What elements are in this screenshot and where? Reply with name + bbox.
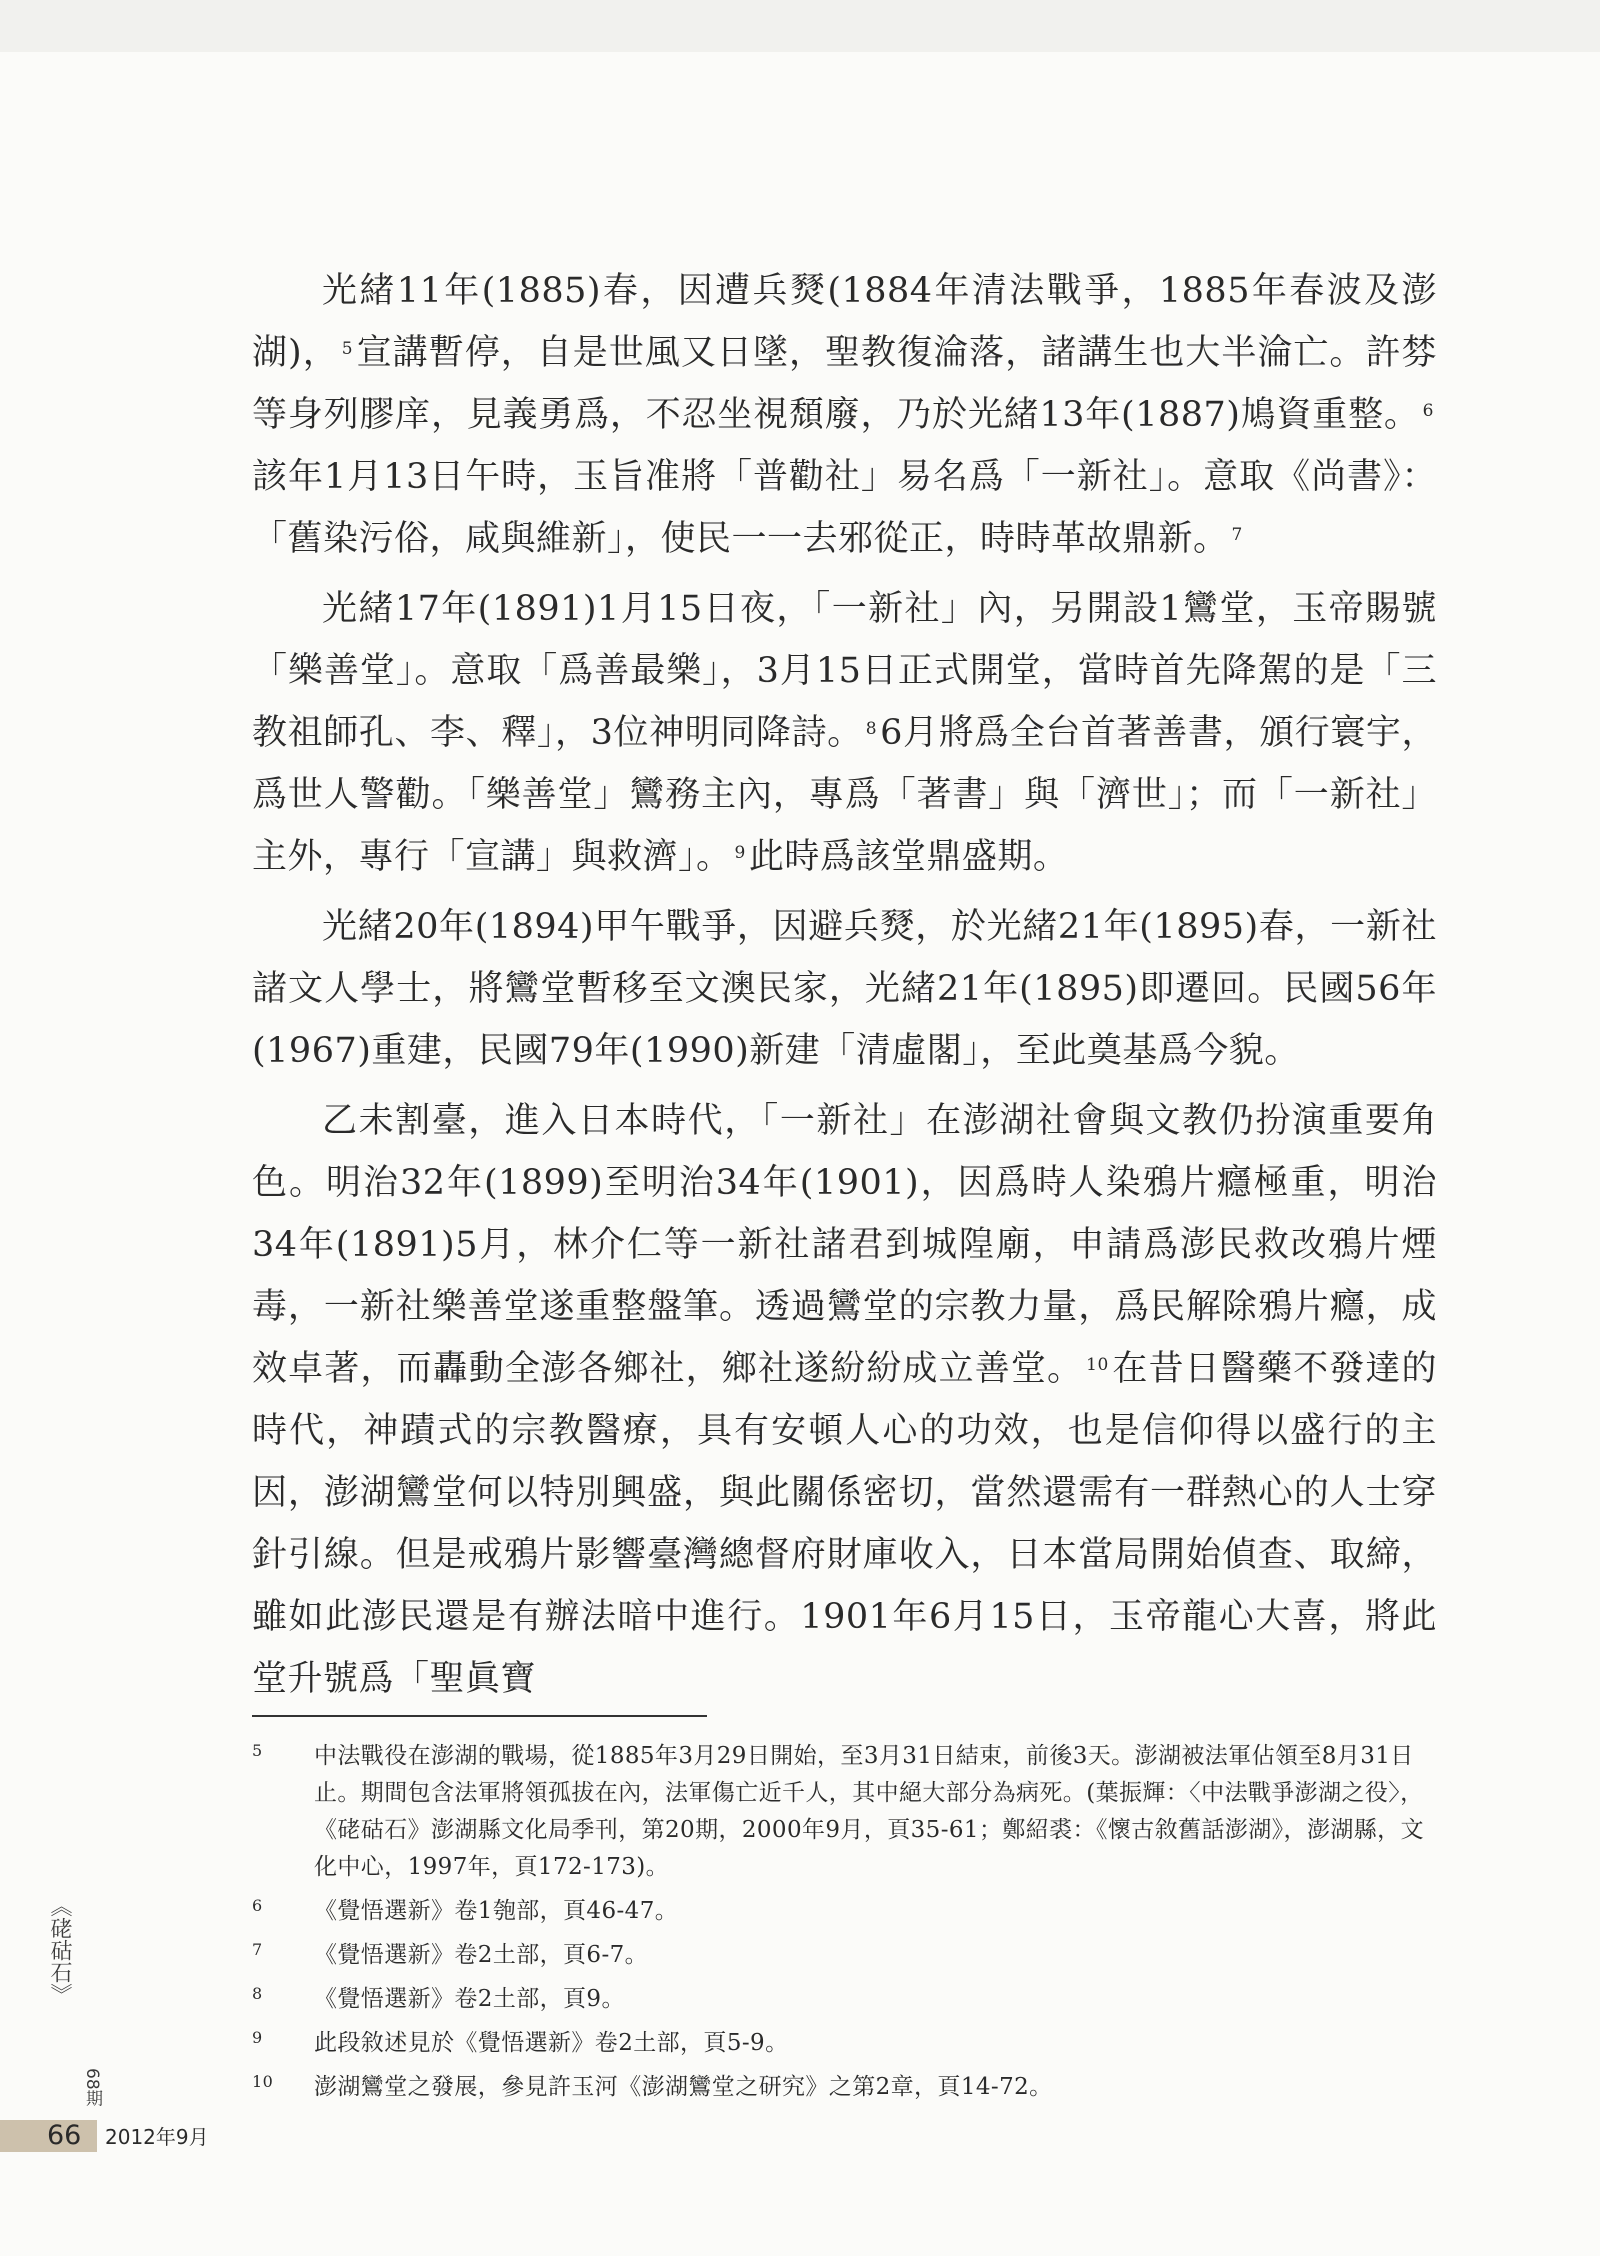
footnote-ref-6[interactable]: 6 <box>1422 401 1434 421</box>
paragraph-4: 乙未割臺，進入日本時代，「一新社」在澎湖社會與文教仍扮演重要角色。明治32年(1899)至明治34年(1901)，因爲時人染鴉片癮極重，明治34年(1891)5月，林介仁等一新社諸君到城隍廟，申請爲澎民救改鴉片煙毒，一新社樂善堂遂重整盤筆。透過鸞堂的宗教力量，爲民解除鴉片癮，成效卓著，而轟動全澎各鄉社，鄉社遂紛紛成立善堂。 $^{10}$在昔日醫藥不發達的時代，神蹟式的宗教醫療，具有安頓人心的功效，也是信仰得以盛行的主因，澎湖鸞堂何以特別興盛，與此關係密切，當然還需有一群熱心的人士穿針引線。但是戒鴉片影響臺灣總督府財庫收入，日本當局開始偵查、取締，雖如此澎民還是有辦法暗中進行。1901年6月15日，玉帝龍心大喜，將此堂升號爲「聖眞寶 <box>252 1101 1437 1699</box>
footnote-divider <box>252 1715 707 1717</box>
footnote-10 <box>252 2069 1437 2106</box>
page-number: 66 <box>47 2120 82 2151</box>
footnote-text: 此段敘述見於《覺悟選新》卷2土部，頁5-9。 <box>314 2030 789 2056</box>
scan-top-band <box>0 0 1600 52</box>
footnote-number: 10 <box>252 2072 274 2091</box>
footnote-text: 澎湖鸞堂之發展，參見許玉河《澎湖鸞堂之研究》之第2章，頁14-72。 <box>314 2074 1053 2100</box>
footnote-ref-5[interactable]: 5 <box>341 339 354 359</box>
paragraph-3: 光緒20年(1894)甲午戰爭，因避兵燹，於光緒21年(1895)春，一新社諸文人學士，將鸞堂暫移至文澳民家，光緒21年(1895)即遷回。民國56年(1967)重建，民國79年(1990)新建「清虛閣」，至此奠基爲今貌。 <box>252 907 1437 1071</box>
footnote-9 <box>252 2025 1437 2062</box>
journal-title: 《硓𥑮石》 <box>47 1895 72 2005</box>
footnote-5 <box>252 1738 1437 1886</box>
footnote-6 <box>252 1893 1437 1930</box>
footnote-text: 《覺悟選新》卷2土部，頁6-7。 <box>314 1942 649 1968</box>
article-body <box>252 260 1437 1718</box>
footnote-number: 5 <box>252 1741 263 1760</box>
journal-issue: 68期 <box>82 2068 102 2107</box>
footnote-number: 7 <box>252 1940 263 1959</box>
footnote-8 <box>252 1981 1437 2018</box>
issue-date: 2012年9月 <box>105 2125 209 2149</box>
footnote-number: 9 <box>252 2028 263 2047</box>
footnote-ref-7[interactable]: 7 <box>1231 525 1243 545</box>
footnote-text: 《覺悟選新》卷1匏部，頁46-47。 <box>314 1898 679 1924</box>
footnote-text: 中法戰役在澎湖的戰場，從1885年3月29日開始，至3月31日結束，前後3天。澎湖被法軍佔領至8月31日止。期間包含法軍將領孤拔在內，法軍傷亡近千人，其中絕大部分為病死。(葉振輝：〈中法戰爭澎湖之役〉，《硓𥑮石》澎湖縣文化局季刊，第20期，2000年9月，頁35-61；鄭紹裘：《懷古敘舊話澎湖》，澎湖縣，文化中心，1997年，頁172-173)。 <box>314 1743 1424 1880</box>
footnotes <box>252 1738 1437 2113</box>
footnote-ref-9[interactable]: 9 <box>734 843 746 863</box>
paragraph-2: 光緒17年(1891)1月15日夜，「一新社」內，另開設1鸞堂，玉帝賜號「樂善堂」。意取「爲善最樂」，3月15日正式開堂，當時首先降駕的是「三教祖師孔、李、釋」，3位神明同降詩。 $^8$6月將爲全台首著善書，頒行寰宇，爲世人警勸。「樂善堂」鸞務主內，專爲「著書」與「濟世」；而「一新社」主外，專行「宣講」與救濟」。 $^9$此時爲該堂鼎盛期。 <box>252 589 1437 877</box>
footnote-number: 6 <box>252 1896 263 1915</box>
paragraph-1: 光緒11年(1885)春，因遭兵燹(1884年清法戰爭，1885年春波及澎湖)， $^5$宣講暫停，自是世風又日墜，聖教復淪落，諸講生也大半淪亡。許棼等身列膠庠，見義勇爲，不忍坐視頹廢，乃於光緒13年(1887)鳩資重整。 $^6$該年1月13日午時，玉旨准將「普勸社」易名爲「一新社」。意取《尚書》：「舊染污俗，咸與維新」，使民一一去邪從正，時時革故鼎新。 $^7$ <box>252 271 1437 559</box>
footnote-ref-8[interactable]: 8 <box>865 719 878 739</box>
footnote-7 <box>252 1937 1437 1974</box>
footnote-number: 8 <box>252 1984 263 2003</box>
footnote-ref-10[interactable]: 10 <box>1086 1355 1109 1375</box>
footnote-text: 《覺悟選新》卷2土部，頁9。 <box>314 1986 625 2012</box>
